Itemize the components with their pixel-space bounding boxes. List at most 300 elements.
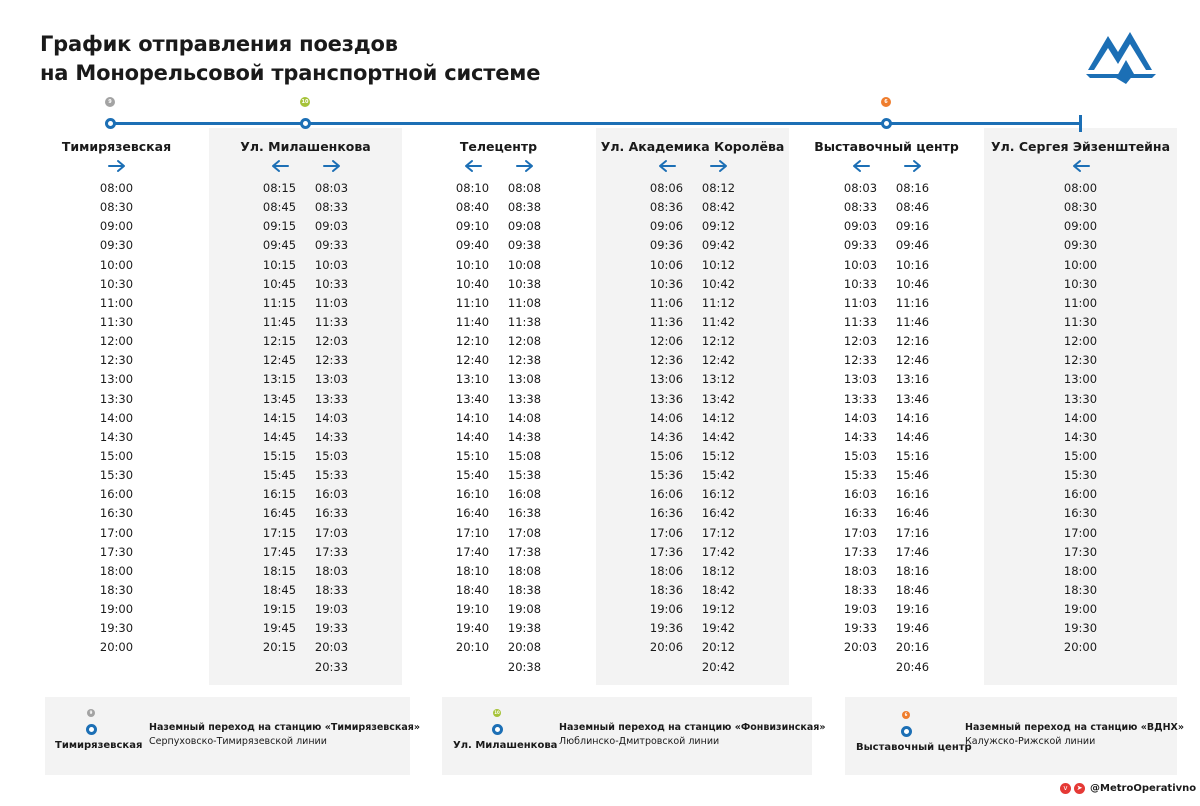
departure-time: 14:30 xyxy=(99,429,134,444)
departure-time: 13:36 xyxy=(649,391,684,406)
departure-time: 16:42 xyxy=(701,506,736,521)
departure-time: 16:33 xyxy=(314,506,349,521)
departure-time: 14:33 xyxy=(843,429,878,444)
departure-time: 15:33 xyxy=(843,468,878,483)
departure-time: 10:33 xyxy=(843,276,878,291)
departure-time: 14:36 xyxy=(649,429,684,444)
departure-time: 18:36 xyxy=(649,582,684,597)
departure-times xyxy=(790,179,983,677)
departure-time: 15:00 xyxy=(99,448,134,463)
transfer-badge-6: 6 xyxy=(902,711,910,719)
departure-time: 12:33 xyxy=(314,353,349,368)
departure-time: 15:30 xyxy=(99,468,134,483)
departure-time: 18:00 xyxy=(99,563,134,578)
departure-time: 15:30 xyxy=(1063,468,1098,483)
departure-time: 11:03 xyxy=(843,295,878,310)
departure-time: 16:06 xyxy=(649,487,684,502)
departure-time: 12:15 xyxy=(262,334,297,349)
departure-time: 09:30 xyxy=(99,238,134,253)
departure-time: 14:15 xyxy=(262,410,297,425)
departure-time: 19:03 xyxy=(843,602,878,617)
departure-time: 08:36 xyxy=(649,200,684,215)
direction-arrows xyxy=(402,156,595,176)
departure-time: 10:08 xyxy=(507,257,542,272)
departure-time: 16:30 xyxy=(99,506,134,521)
time-column xyxy=(98,179,136,658)
departure-time: 17:30 xyxy=(1063,544,1098,559)
departure-time: 13:06 xyxy=(649,372,684,387)
departure-time: 16:10 xyxy=(455,487,490,502)
legend-line-1: Наземный переход на станцию «Фонвизинская» xyxy=(559,722,826,733)
legend-line-2: Люблинско-Дмитровской линии xyxy=(559,736,720,747)
departure-time: 20:10 xyxy=(455,640,490,655)
departure-time: 19:33 xyxy=(314,621,349,636)
transfer-badge-6: 6 xyxy=(881,97,891,107)
legend-description xyxy=(559,721,826,749)
departure-time: 12:33 xyxy=(843,353,878,368)
station-node-timiryazevskaya xyxy=(105,118,116,129)
departure-time: 08:10 xyxy=(455,181,490,195)
departure-time: 18:10 xyxy=(455,563,490,578)
station-name: Ул. Академика Королёва xyxy=(600,139,785,154)
departure-time: 17:33 xyxy=(314,544,349,559)
departure-time: 15:40 xyxy=(455,468,490,483)
departure-time: 14:12 xyxy=(701,410,736,425)
direction-arrows xyxy=(596,156,789,176)
departure-time: 13:42 xyxy=(701,391,736,406)
departure-time: 08:42 xyxy=(701,200,736,215)
departure-time: 10:46 xyxy=(895,276,930,291)
departure-time: 09:33 xyxy=(314,238,349,253)
time-column xyxy=(313,179,351,677)
legend-station-name: Ул. Милашенкова xyxy=(453,740,558,751)
departure-time: 13:40 xyxy=(455,391,490,406)
departure-time: 13:33 xyxy=(843,391,878,406)
telegram-icon[interactable]: ➤ xyxy=(1074,783,1085,794)
departure-time: 10:15 xyxy=(262,257,297,272)
transfer-badge-9: 9 xyxy=(105,97,115,107)
departure-time: 12:00 xyxy=(99,334,134,349)
departure-time: 09:38 xyxy=(507,238,542,253)
departure-time: 14:10 xyxy=(455,410,490,425)
station-name: Тимирязевская xyxy=(61,139,172,154)
departure-time: 11:30 xyxy=(99,314,134,329)
departure-time: 12:00 xyxy=(1063,334,1098,349)
departure-time: 13:12 xyxy=(701,372,736,387)
legend-line-2: Серпуховско-Тимирязевской линии xyxy=(149,736,327,747)
departure-time: 09:46 xyxy=(895,238,930,253)
departure-time: 19:00 xyxy=(99,602,134,617)
departure-time: 13:15 xyxy=(262,372,297,387)
departure-time: 09:03 xyxy=(843,219,878,234)
title-line-1: График отправления поездов xyxy=(40,32,398,56)
departure-time: 20:15 xyxy=(262,640,297,655)
departure-time: 08:30 xyxy=(1063,200,1098,215)
departure-time: 15:15 xyxy=(262,448,297,463)
departure-time: 13:10 xyxy=(455,372,490,387)
time-column xyxy=(506,179,544,677)
time-column xyxy=(648,179,686,677)
departure-time: 20:16 xyxy=(895,640,930,655)
departure-time: 19:45 xyxy=(262,621,297,636)
monorail-line-end xyxy=(1079,115,1082,132)
departure-time: 15:36 xyxy=(649,468,684,483)
departure-time: 11:45 xyxy=(262,314,297,329)
departure-time: 12:08 xyxy=(507,334,542,349)
departure-time: 17:33 xyxy=(843,544,878,559)
departure-time: 17:16 xyxy=(895,525,930,540)
departure-time: 19:30 xyxy=(99,621,134,636)
departure-time: 10:00 xyxy=(99,257,134,272)
departure-time: 09:45 xyxy=(262,238,297,253)
departure-time: 08:30 xyxy=(99,200,134,215)
departure-time: 12:03 xyxy=(314,334,349,349)
departure-time: 20:00 xyxy=(99,640,134,655)
departure-time: 14:06 xyxy=(649,410,684,425)
departure-time: 13:30 xyxy=(99,391,134,406)
departure-time: 20:12 xyxy=(701,640,736,655)
departure-time: 13:08 xyxy=(507,372,542,387)
departure-time: 14:40 xyxy=(455,429,490,444)
departure-time: 15:42 xyxy=(701,468,736,483)
departure-time: 18:46 xyxy=(895,582,930,597)
departure-time: 11:42 xyxy=(701,314,736,329)
departure-time: 15:10 xyxy=(455,448,490,463)
departure-time: 10:03 xyxy=(314,257,349,272)
departure-time: 15:16 xyxy=(895,448,930,463)
departure-time: 19:03 xyxy=(314,602,349,617)
departure-time: 17:40 xyxy=(455,544,490,559)
departure-time: 16:16 xyxy=(895,487,930,502)
departure-time: 13:03 xyxy=(314,372,349,387)
departure-time: 08:12 xyxy=(701,181,736,195)
departure-time: 19:15 xyxy=(262,602,297,617)
departure-time: 11:40 xyxy=(455,314,490,329)
departure-time: 18:00 xyxy=(1063,563,1098,578)
departure-time: 16:03 xyxy=(314,487,349,502)
station-name: Ул. Милашенкова xyxy=(240,139,371,154)
departure-time: 17:06 xyxy=(649,525,684,540)
left-arrow-icon xyxy=(265,156,295,176)
departure-time: 11:33 xyxy=(843,314,878,329)
departure-time: 08:03 xyxy=(314,181,349,195)
departure-time: 11:46 xyxy=(895,314,930,329)
departure-time: 17:12 xyxy=(701,525,736,540)
departure-times xyxy=(402,179,595,677)
departure-time: 19:38 xyxy=(507,621,542,636)
departure-time: 14:33 xyxy=(314,429,349,444)
departure-time: 19:06 xyxy=(649,602,684,617)
right-arrow-icon xyxy=(704,156,734,176)
departure-time: 20:06 xyxy=(649,640,684,655)
departure-time: 18:33 xyxy=(843,582,878,597)
departure-time: 19:16 xyxy=(895,602,930,617)
departure-time: 16:08 xyxy=(507,487,542,502)
departure-time: 09:10 xyxy=(455,219,490,234)
departure-time: 18:30 xyxy=(1063,582,1098,597)
departure-time: 08:15 xyxy=(262,181,297,195)
time-column xyxy=(261,179,299,677)
transfer-badge-9: 9 xyxy=(87,709,95,717)
departure-time: 17:42 xyxy=(701,544,736,559)
departure-time: 08:33 xyxy=(843,200,878,215)
departure-time: 18:45 xyxy=(262,582,297,597)
time-column xyxy=(1062,179,1100,658)
departure-time: 13:45 xyxy=(262,391,297,406)
departure-time: 13:00 xyxy=(99,372,134,387)
legend-line-1: Наземный переход на станцию «Тимирязевская» xyxy=(149,722,421,733)
departure-time: 09:08 xyxy=(507,219,542,234)
title-line-2: на Монорельсовой транспортной системе xyxy=(40,61,541,85)
legend-timiryazevskaya xyxy=(45,697,421,775)
departure-time: 13:33 xyxy=(314,391,349,406)
departure-time: 17:45 xyxy=(262,544,297,559)
departure-time: 11:08 xyxy=(507,295,542,310)
departure-time: 12:30 xyxy=(99,353,134,368)
departure-time: 16:00 xyxy=(99,487,134,502)
departure-time: 08:08 xyxy=(507,181,542,195)
departure-time: 17:10 xyxy=(455,525,490,540)
transfer-badge-10: 10 xyxy=(301,99,309,105)
departure-time: 09:40 xyxy=(455,238,490,253)
departure-time: 19:30 xyxy=(1063,621,1098,636)
page-title xyxy=(40,30,640,88)
departure-time: 18:03 xyxy=(843,563,878,578)
departure-time: 08:00 xyxy=(1063,181,1098,195)
departure-time: 11:10 xyxy=(455,295,490,310)
departure-time: 19:42 xyxy=(701,621,736,636)
departure-time: 16:38 xyxy=(507,506,542,521)
departure-time: 11:36 xyxy=(649,314,684,329)
departure-time: 14:42 xyxy=(701,429,736,444)
transfer-badge-10: 10 xyxy=(494,710,500,715)
departure-time: 09:03 xyxy=(314,219,349,234)
station-node-icon xyxy=(86,724,97,735)
departure-time: 11:16 xyxy=(895,295,930,310)
departure-time: 20:08 xyxy=(507,640,542,655)
departure-time: 15:33 xyxy=(314,468,349,483)
departure-time: 14:46 xyxy=(895,429,930,444)
departure-time: 15:38 xyxy=(507,468,542,483)
legend-station-name: Тимирязевская xyxy=(55,740,143,751)
departure-time: 16:40 xyxy=(455,506,490,521)
departure-time: 12:30 xyxy=(1063,353,1098,368)
departure-time: 14:30 xyxy=(1063,429,1098,444)
departure-time: 10:30 xyxy=(99,276,134,291)
departure-time: 18:15 xyxy=(262,563,297,578)
departure-times xyxy=(984,179,1177,658)
departure-time: 18:40 xyxy=(455,582,490,597)
left-arrow-icon xyxy=(846,156,876,176)
departure-time: 12:12 xyxy=(701,334,736,349)
right-arrow-icon xyxy=(898,156,928,176)
legend-description xyxy=(149,721,420,749)
departure-time: 17:03 xyxy=(843,525,878,540)
time-column xyxy=(454,179,492,677)
departure-time: 10:16 xyxy=(895,257,930,272)
departure-time: 12:36 xyxy=(649,353,684,368)
departure-time: 09:42 xyxy=(701,238,736,253)
legend-line-1: Наземный переход на станцию «ВДНХ» xyxy=(965,722,1184,733)
departure-time: 20:33 xyxy=(314,659,349,674)
station-node-milashenkova xyxy=(300,118,311,129)
departure-time: 13:30 xyxy=(1063,391,1098,406)
legend-description xyxy=(965,721,1184,749)
departure-time: 16:30 xyxy=(1063,506,1098,521)
departure-time: 20:03 xyxy=(843,640,878,655)
departure-time: 10:12 xyxy=(701,257,736,272)
departure-time: 16:12 xyxy=(701,487,736,502)
departure-time: 10:40 xyxy=(455,276,490,291)
direction-arrows xyxy=(20,156,213,176)
legend-milashenkova xyxy=(442,697,826,775)
departure-time: 09:00 xyxy=(99,219,134,234)
departure-time: 16:36 xyxy=(649,506,684,521)
departure-time: 12:10 xyxy=(455,334,490,349)
direction-arrows xyxy=(790,156,983,176)
departure-time: 16:33 xyxy=(843,506,878,521)
departure-time: 13:00 xyxy=(1063,372,1098,387)
departure-time: 14:00 xyxy=(1063,410,1098,425)
departure-time: 18:42 xyxy=(701,582,736,597)
left-arrow-icon xyxy=(1066,156,1096,176)
departure-time: 17:46 xyxy=(895,544,930,559)
departure-time: 14:38 xyxy=(507,429,542,444)
departure-time: 08:33 xyxy=(314,200,349,215)
departure-time: 15:00 xyxy=(1063,448,1098,463)
departure-time: 19:08 xyxy=(507,602,542,617)
departure-time: 11:30 xyxy=(1063,314,1098,329)
departure-time: 10:33 xyxy=(314,276,349,291)
departure-time: 18:33 xyxy=(314,582,349,597)
departure-time: 09:30 xyxy=(1063,238,1098,253)
moscow-metro-logo xyxy=(1086,30,1156,84)
departure-times xyxy=(20,179,213,658)
station-node-icon xyxy=(901,726,912,737)
departure-time: 09:36 xyxy=(649,238,684,253)
departure-time: 17:15 xyxy=(262,525,297,540)
departure-time: 13:03 xyxy=(843,372,878,387)
departure-time: 18:38 xyxy=(507,582,542,597)
station-name: Ул. Сергея Эйзенштейна xyxy=(990,139,1171,154)
left-arrow-icon xyxy=(652,156,682,176)
departure-time: 13:46 xyxy=(895,391,930,406)
departure-time: 20:38 xyxy=(507,659,542,674)
departure-time: 15:06 xyxy=(649,448,684,463)
direction-arrows xyxy=(209,156,402,176)
time-column xyxy=(894,179,932,677)
departure-time: 12:45 xyxy=(262,353,297,368)
departure-time: 20:00 xyxy=(1063,640,1098,655)
departure-time: 20:46 xyxy=(895,659,930,674)
departure-time: 12:16 xyxy=(895,334,930,349)
departure-time: 18:06 xyxy=(649,563,684,578)
departure-time: 09:06 xyxy=(649,219,684,234)
departure-time: 08:16 xyxy=(895,181,930,195)
left-arrow-icon xyxy=(458,156,488,176)
departure-time: 12:42 xyxy=(701,353,736,368)
legend-vystavochny-tsentr xyxy=(845,697,1184,775)
departure-time: 11:12 xyxy=(701,295,736,310)
departure-time: 08:40 xyxy=(455,200,490,215)
departure-time: 11:00 xyxy=(99,295,134,310)
departure-time: 10:36 xyxy=(649,276,684,291)
departure-time: 09:33 xyxy=(843,238,878,253)
departure-time: 08:38 xyxy=(507,200,542,215)
vk-icon[interactable]: v xyxy=(1060,783,1071,794)
departure-time: 08:03 xyxy=(843,181,878,195)
departure-time: 19:46 xyxy=(895,621,930,636)
departure-time: 09:00 xyxy=(1063,219,1098,234)
station-node-vystavochny-tsentr xyxy=(881,118,892,129)
departure-time: 11:15 xyxy=(262,295,297,310)
departure-time: 15:03 xyxy=(843,448,878,463)
departure-time: 16:00 xyxy=(1063,487,1098,502)
departure-time: 11:00 xyxy=(1063,295,1098,310)
time-column xyxy=(700,179,738,677)
departure-time: 14:08 xyxy=(507,410,542,425)
departure-time: 11:38 xyxy=(507,314,542,329)
departure-time: 20:03 xyxy=(314,640,349,655)
departure-time: 17:30 xyxy=(99,544,134,559)
departure-time: 12:38 xyxy=(507,353,542,368)
departure-times xyxy=(209,179,402,677)
departure-time: 15:03 xyxy=(314,448,349,463)
departure-time: 14:00 xyxy=(99,410,134,425)
right-arrow-icon xyxy=(317,156,347,176)
departure-times xyxy=(596,179,789,677)
departure-time: 16:15 xyxy=(262,487,297,502)
legend-line-2: Калужско-Рижской линии xyxy=(965,736,1096,747)
departure-time: 17:38 xyxy=(507,544,542,559)
departure-time: 09:12 xyxy=(701,219,736,234)
direction-arrows xyxy=(984,156,1177,176)
station-name: Выставочный центр xyxy=(814,139,959,154)
departure-time: 18:03 xyxy=(314,563,349,578)
right-arrow-icon xyxy=(510,156,540,176)
departure-time: 18:30 xyxy=(99,582,134,597)
departure-time: 18:08 xyxy=(507,563,542,578)
departure-time: 16:45 xyxy=(262,506,297,521)
departure-time: 17:00 xyxy=(1063,525,1098,540)
departure-time: 08:00 xyxy=(99,181,134,195)
departure-time: 19:12 xyxy=(701,602,736,617)
departure-time: 17:03 xyxy=(314,525,349,540)
departure-time: 10:45 xyxy=(262,276,297,291)
departure-time: 19:40 xyxy=(455,621,490,636)
station-node-icon xyxy=(492,724,503,735)
departure-time: 15:46 xyxy=(895,468,930,483)
station-name: Телецентр xyxy=(459,139,538,154)
departure-time: 15:12 xyxy=(701,448,736,463)
departure-time: 10:03 xyxy=(843,257,878,272)
departure-time: 08:06 xyxy=(649,181,684,195)
social-handle[interactable]: @MetroOperativno xyxy=(1090,783,1197,794)
departure-time: 17:00 xyxy=(99,525,134,540)
departure-time: 12:46 xyxy=(895,353,930,368)
departure-time: 11:33 xyxy=(314,314,349,329)
departure-time: 19:00 xyxy=(1063,602,1098,617)
departure-time: 16:03 xyxy=(843,487,878,502)
departure-time: 11:03 xyxy=(314,295,349,310)
departure-time: 18:16 xyxy=(895,563,930,578)
departure-time: 10:38 xyxy=(507,276,542,291)
time-column xyxy=(842,179,880,677)
departure-time: 15:08 xyxy=(507,448,542,463)
departure-time: 12:03 xyxy=(843,334,878,349)
departure-time: 09:15 xyxy=(262,219,297,234)
departure-time: 13:38 xyxy=(507,391,542,406)
